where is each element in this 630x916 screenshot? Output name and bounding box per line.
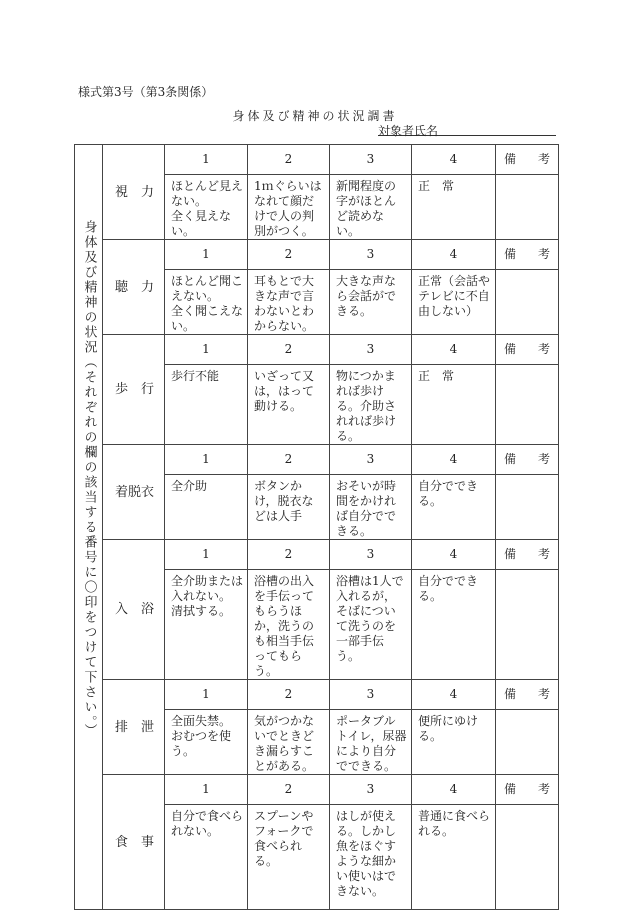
option-description[interactable]: おそいが時間をかければ自分でできる。 xyxy=(330,475,412,540)
option-number[interactable]: 3 xyxy=(330,335,412,365)
option-number[interactable]: 4 xyxy=(412,145,496,175)
number-row xyxy=(75,240,559,270)
option-number[interactable]: 3 xyxy=(330,445,412,475)
number-row xyxy=(75,775,559,805)
option-description[interactable]: 気がつかないでときどき漏らすことがある。 xyxy=(248,710,330,775)
option-number[interactable]: 1 xyxy=(165,240,248,270)
option-description[interactable]: 新聞程度の字がほとんど読めない。 xyxy=(330,175,412,240)
option-description[interactable]: 浴槽は1人で入れるが，そばについて洗うのを一部手伝う。 xyxy=(330,570,412,680)
category-label: 排 泄 xyxy=(103,680,165,775)
option-description[interactable]: 普通に食べられる。 xyxy=(412,805,496,910)
remarks-cell[interactable] xyxy=(496,365,559,445)
number-row xyxy=(75,335,559,365)
number-row xyxy=(75,445,559,475)
option-number[interactable]: 4 xyxy=(412,680,496,710)
remarks-header: 備 考 xyxy=(496,775,559,805)
side-label-cell xyxy=(75,145,103,910)
option-number[interactable]: 2 xyxy=(248,240,330,270)
option-description[interactable]: 浴槽の出入を手伝ってもらうほか，洗うのも相当手伝ってもらう。 xyxy=(248,570,330,680)
option-description[interactable]: はしが使える。しかし魚をほぐすような細かい使いはできない。 xyxy=(330,805,412,910)
option-number[interactable]: 3 xyxy=(330,145,412,175)
option-number[interactable]: 4 xyxy=(412,775,496,805)
option-number[interactable]: 1 xyxy=(165,335,248,365)
option-number[interactable]: 4 xyxy=(412,445,496,475)
remarks-header: 備 考 xyxy=(496,240,559,270)
remarks-cell[interactable] xyxy=(496,270,559,335)
option-description[interactable]: 自分でできる。 xyxy=(412,570,496,680)
option-number[interactable]: 2 xyxy=(248,775,330,805)
option-description[interactable]: ボタンかけ，脱衣などは人手 xyxy=(248,475,330,540)
remarks-cell[interactable] xyxy=(496,570,559,680)
option-description[interactable]: 全介助 xyxy=(165,475,248,540)
option-description[interactable]: ポータブルトイレ，尿器により自分でできる。 xyxy=(330,710,412,775)
option-description[interactable]: スプーンやフォークで食べられる。 xyxy=(248,805,330,910)
form-number: 様式第3号（第3条関係） xyxy=(78,85,214,99)
subject-name-field[interactable] xyxy=(378,122,556,136)
option-number[interactable]: 3 xyxy=(330,240,412,270)
category-label: 歩 行 xyxy=(103,335,165,445)
option-number[interactable]: 1 xyxy=(165,680,248,710)
option-number[interactable]: 1 xyxy=(165,775,248,805)
option-description[interactable]: 物につかまれば歩ける。介助されれば歩ける。 xyxy=(330,365,412,445)
option-description[interactable]: 1ｍぐらいはなれて顔だけで人の判別がつく。 xyxy=(248,175,330,240)
option-number[interactable]: 4 xyxy=(412,240,496,270)
option-description[interactable]: いざって又は，はって動ける。 xyxy=(248,365,330,445)
option-number[interactable]: 3 xyxy=(330,680,412,710)
option-number[interactable]: 4 xyxy=(412,540,496,570)
option-number[interactable]: 3 xyxy=(330,775,412,805)
option-description[interactable]: 全介助または入れない。 清拭する。 xyxy=(165,570,248,680)
option-description[interactable]: 全面失禁。 おむつを使う。 xyxy=(165,710,248,775)
option-number[interactable]: 4 xyxy=(412,335,496,365)
option-description[interactable]: 便所にゆける。 xyxy=(412,710,496,775)
remarks-header: 備 考 xyxy=(496,680,559,710)
option-number[interactable]: 2 xyxy=(248,445,330,475)
subject-name-label: 対象者氏名 xyxy=(378,124,439,138)
category-label: 食 事 xyxy=(103,775,165,910)
remarks-header: 備 考 xyxy=(496,445,559,475)
remarks-cell[interactable] xyxy=(496,175,559,240)
option-number[interactable]: 1 xyxy=(165,445,248,475)
document-title: 身体及び精神の状況調書 xyxy=(232,109,398,123)
remarks-cell[interactable] xyxy=(496,475,559,540)
number-row xyxy=(75,145,559,175)
option-number[interactable]: 1 xyxy=(165,540,248,570)
option-number[interactable]: 2 xyxy=(248,540,330,570)
option-number[interactable]: 2 xyxy=(248,145,330,175)
option-description[interactable]: 自分でできる。 xyxy=(412,475,496,540)
remarks-cell[interactable] xyxy=(496,805,559,910)
option-description[interactable]: 正常（会話やテレビに不自由しない） xyxy=(412,270,496,335)
option-description[interactable]: 正 常 xyxy=(412,175,496,240)
category-label: 着脱衣 xyxy=(103,445,165,540)
option-description[interactable]: ほとんど見えない。 全く見えない。 xyxy=(165,175,248,240)
option-description[interactable]: 歩行不能 xyxy=(165,365,248,445)
remarks-header: 備 考 xyxy=(496,145,559,175)
option-number[interactable]: 1 xyxy=(165,145,248,175)
side-label: 身体及び精神の状況（それぞれの欄の該当する番号に〇印をつけて下さい。） xyxy=(81,220,97,739)
number-row xyxy=(75,680,559,710)
number-row xyxy=(75,540,559,570)
option-number[interactable]: 2 xyxy=(248,335,330,365)
status-table xyxy=(74,144,559,910)
option-description[interactable]: ほとんど聞こえない。 全く聞こえない。 xyxy=(165,270,248,335)
option-description[interactable]: 大きな声なら会話ができる。 xyxy=(330,270,412,335)
remarks-header: 備 考 xyxy=(496,335,559,365)
option-number[interactable]: 2 xyxy=(248,680,330,710)
option-description[interactable]: 耳もとで大きな声で言わないとわからない。 xyxy=(248,270,330,335)
category-label: 視 力 xyxy=(103,145,165,240)
option-description[interactable]: 正 常 xyxy=(412,365,496,445)
remarks-header: 備 考 xyxy=(496,540,559,570)
remarks-cell[interactable] xyxy=(496,710,559,775)
category-label: 聴 力 xyxy=(103,240,165,335)
option-description[interactable]: 自分で食べられない。 xyxy=(165,805,248,910)
category-label: 入 浴 xyxy=(103,540,165,680)
option-number[interactable]: 3 xyxy=(330,540,412,570)
